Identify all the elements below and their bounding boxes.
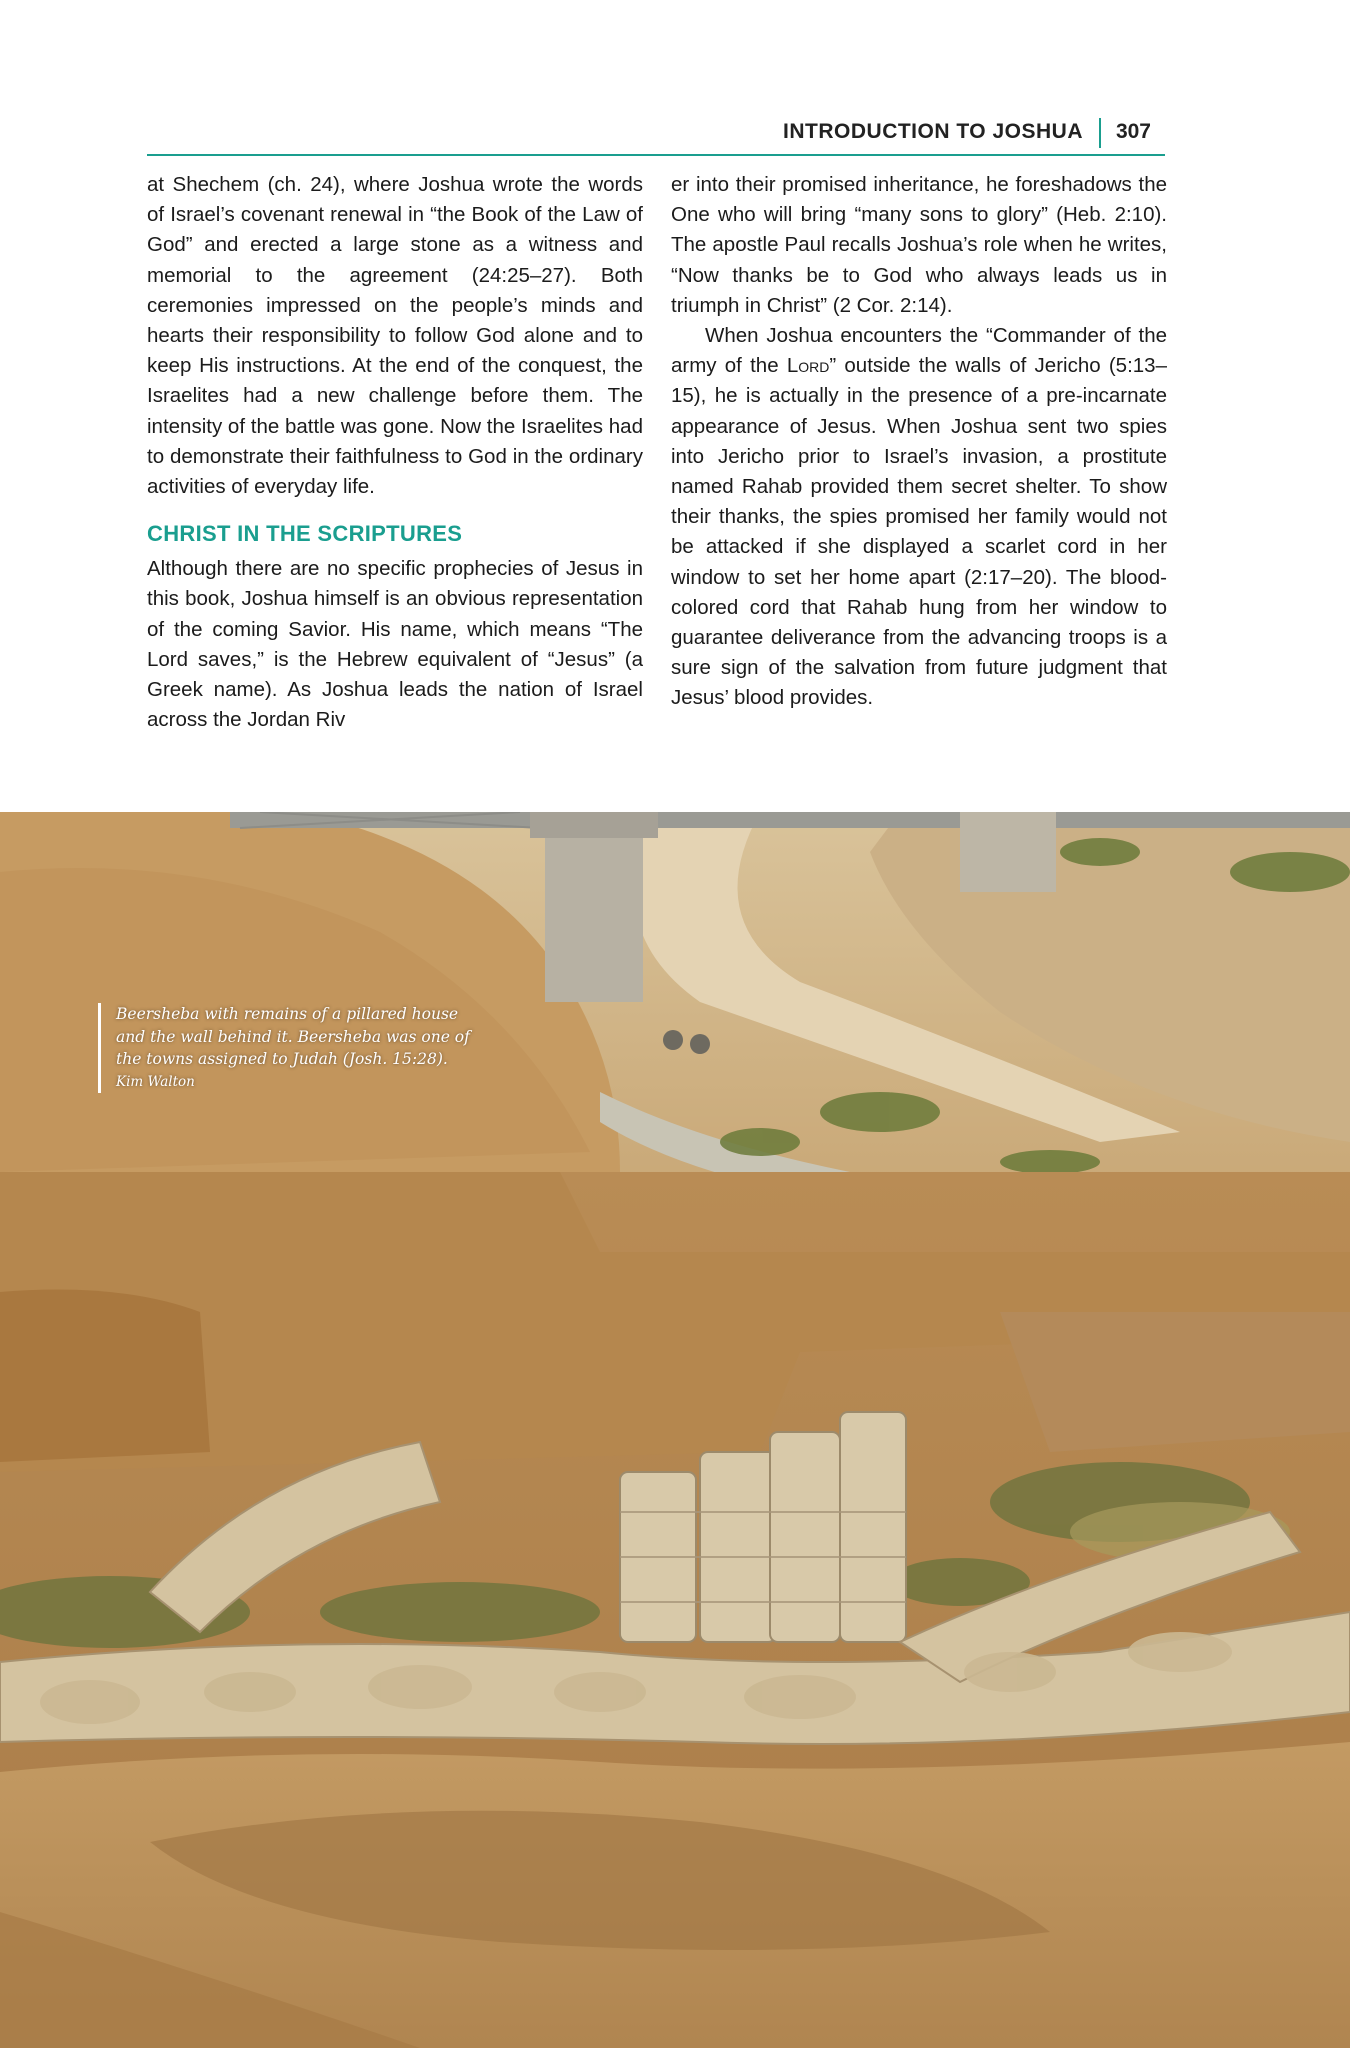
lord-small-caps: Lord — [786, 354, 830, 378]
photo-credit: Kim Walton — [116, 1073, 195, 1090]
section-heading: CHRIST IN THE SCRIPTURES — [147, 521, 463, 547]
left-paragraph-2: Although there are no specific prophecies of Jesus in this book, Joshua himself is an obvious representation of the coming Savior. His name, which means “The Lord saves,” is the Hebrew equivalent of “Jesus” (a Greek name). As Joshua leads the nation of Israel across the Jordan Riv — [147, 557, 643, 732]
caption-text: Beersheba with remains of a pillared house and the wall behind it. Beersheba was one of the towns assigned to Judah (Josh. 15:28). — [116, 1005, 470, 1068]
left-column — [147, 170, 643, 735]
photo-illustration — [0, 812, 1350, 2048]
right-column — [671, 170, 1167, 714]
running-header — [147, 118, 1165, 156]
right-paragraph-2-end: ” outside the walls of Jericho (5:13–15), he is actually in the presence of a pre-incarnate appearance of Jesus. When Joshua sent two spies into Jericho prior to Israel’s invasion, a prostitute named Rahab provided them secret shelter. To show their thanks, the spies promised her family would not be attacked if she displayed a scarlet cord in her window to set her home apart (2:17–20). The blood-colored cord that Rahab hung from her window to guarantee deliverance from the advancing troops is a sure sign of the salvation from future judgment that Jesus’ blood provides. — [671, 354, 1167, 710]
left-paragraph-1: at Shechem (ch. 24), where Joshua wrote the words of Israel’s covenant renewal in “the Book of the Law of God” and erected a large stone as a witness and memorial to the agreement (24:25–27). Both ceremonies impressed on the people’s minds and hearts their responsibility to follow God alone and to keep His instructions. At the end of the conquest, the Israelites had a new challenge before them. The intensity of the battle was gone. Now the Israelites had to demonstrate their faithfulness to God in the ordinary activities of everyday life. — [147, 173, 643, 499]
page-number: 307 — [1115, 120, 1151, 143]
photo-caption — [98, 1003, 476, 1093]
beersheba-photo — [0, 812, 1350, 2048]
right-paragraph-1: er into their promised inheritance, he foreshadows the One who will bring “many sons to glory” (Heb. 2:10). The apostle Paul recalls Joshua’s role when he writes, “Now thanks be to God who always leads us in triumph in Christ” (2 Cor. 2:14). — [671, 173, 1167, 317]
header-separator — [1099, 118, 1101, 148]
right-paragraph-2-start: When Joshua encounters the “Commander of the army of the — [671, 324, 1167, 378]
right-paragraph-2 — [671, 321, 1167, 714]
running-title: INTRODUCTION TO JOSHUA — [783, 120, 1083, 143]
